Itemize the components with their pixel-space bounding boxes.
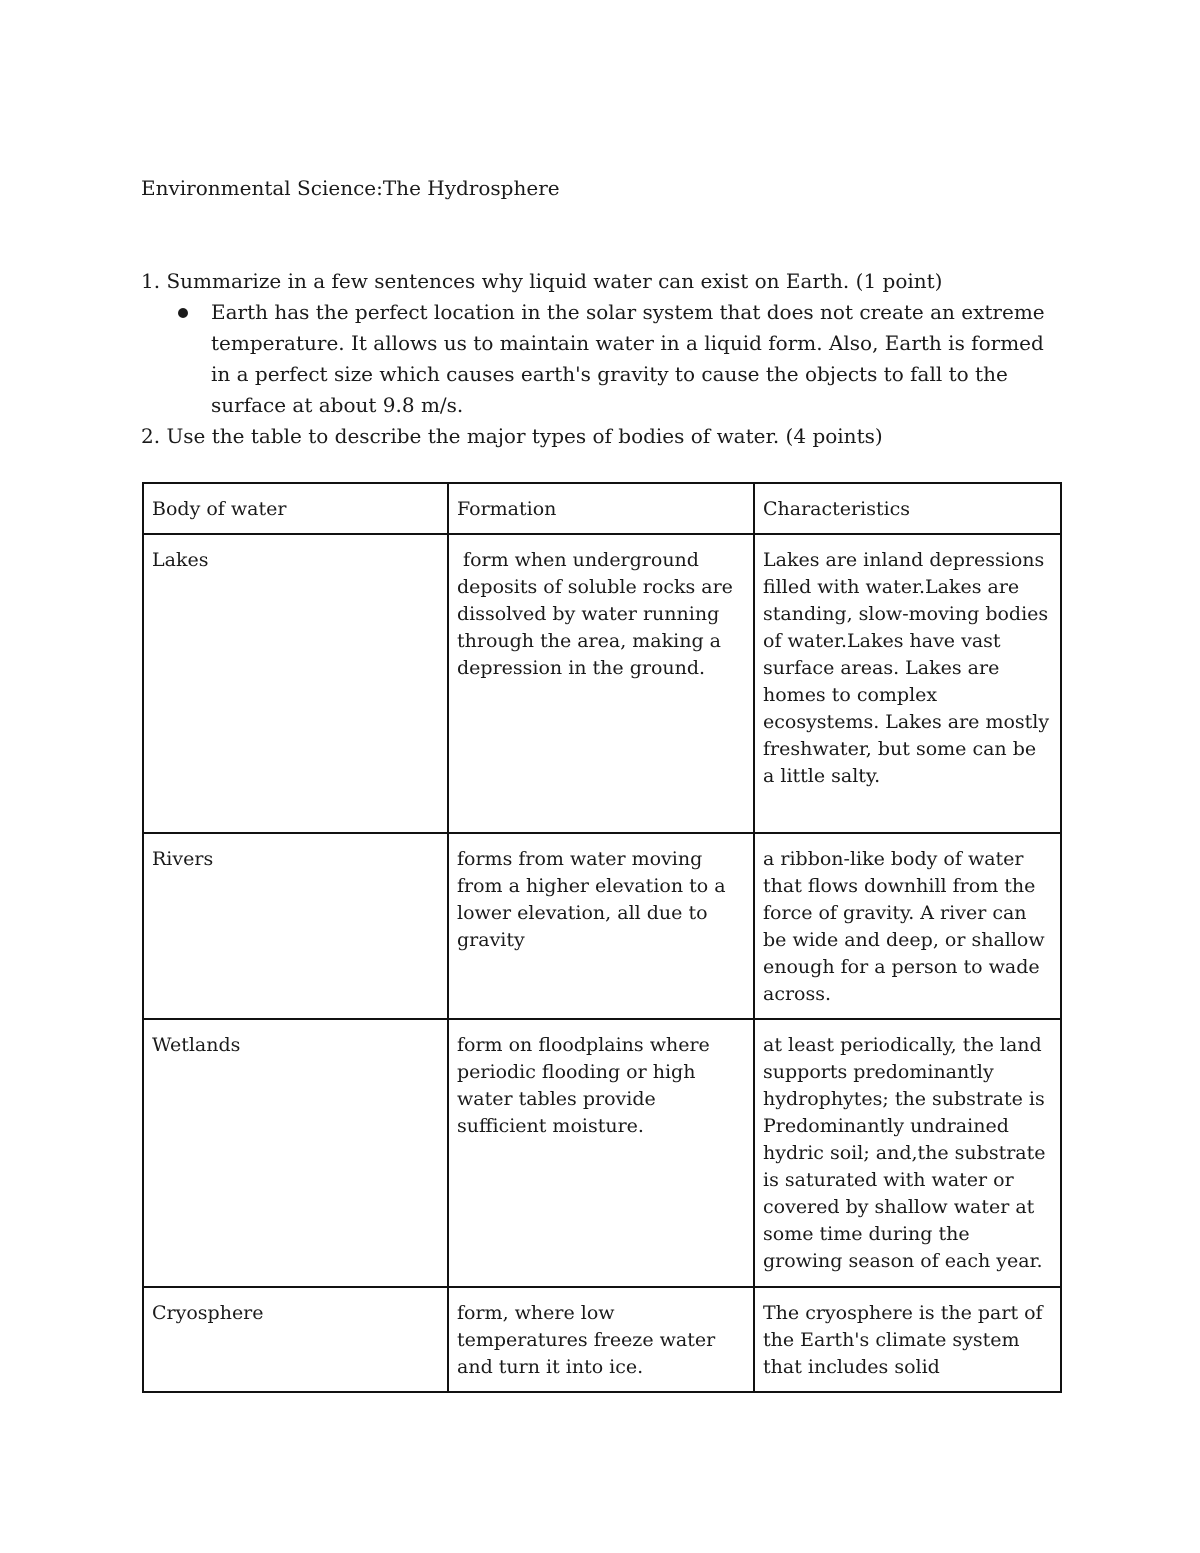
table-row [143, 1019, 1061, 1287]
cell-formation: form, where low temperatures freeze water and turn it into ice. [448, 1287, 754, 1392]
cell-characteristics: at least periodically, the land supports predominantly hydrophytes; the substrate is Predominantly undrained hydric soil; and,the substrate is saturated with water or covered by shallow water at some time during the growing season of each year. [754, 1019, 1061, 1287]
cell-characteristics: The cryosphere is the part of the Earth's climate system that includes solid [754, 1287, 1061, 1392]
cell-characteristics: a ribbon-like body of water that flows downhill from the force of gravity. A river can be wide and deep, or shallow enough for a person to wade across. [754, 833, 1061, 1019]
answer-text: Earth has the perfect location in the solar system that does not create an extreme temperature. It allows us to maintain water in a liquid form. Also, Earth is formed in a perfect size which causes earth's gravity to cause the objects to fall to the surface at about 9.8 m/s. [211, 300, 1045, 417]
cell-formation: form when underground deposits of soluble rocks are dissolved by water running through the area, making a depression in the ground. [448, 534, 754, 833]
header-formation: Formation [448, 483, 754, 534]
table-header-row [143, 483, 1061, 534]
header-body-of-water: Body of water [143, 483, 448, 534]
bullet-dot-icon [178, 308, 188, 318]
question-1: 1. Summarize in a few sentences why liquid water can exist on Earth. (1 point) [141, 269, 943, 293]
table-row [143, 534, 1061, 833]
document-title: Environmental Science:The Hydrosphere [141, 176, 560, 200]
bodies-of-water-table [142, 482, 1062, 1393]
table-row [143, 833, 1061, 1019]
cell-formation: forms from water moving from a higher elevation to a lower elevation, all due to gravity [448, 833, 754, 1019]
cell-body: Rivers [143, 833, 448, 1019]
cell-characteristics: Lakes are inland depressions filled with water.Lakes are standing, slow-moving bodies of water.Lakes have vast surface areas. Lakes are homes to complex ecosystems. Lakes are mostly freshwater, but some can be a little salty. [754, 534, 1061, 833]
question-2: 2. Use the table to describe the major types of bodies of water. (4 points) [141, 424, 883, 448]
cell-formation: form on floodplains where periodic flooding or high water tables provide sufficient moisture. [448, 1019, 754, 1287]
cell-body: Wetlands [143, 1019, 448, 1287]
header-characteristics: Characteristics [754, 483, 1061, 534]
cell-body: Cryosphere [143, 1287, 448, 1392]
table-row [143, 1287, 1061, 1392]
cell-body: Lakes [143, 534, 448, 833]
